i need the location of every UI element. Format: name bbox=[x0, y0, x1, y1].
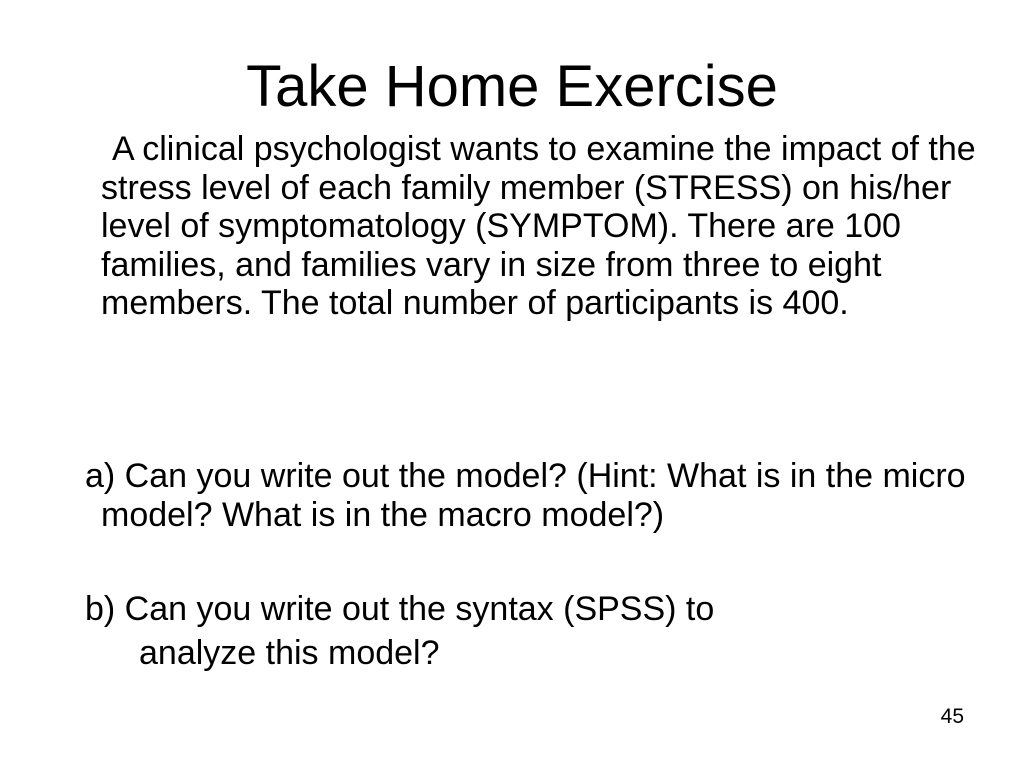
question-b-line-2: analyze this model? bbox=[139, 633, 440, 672]
intro-paragraph: A clinical psychologist wants to examine the impact of the stress level of each family member (STRESS) on his/her level of symptomatology (SYMPTOM). There are 100 families, and families vary in size from three to eight members. The total number of participants is 400. bbox=[101, 130, 976, 322]
question-b bbox=[85, 590, 985, 672]
page-number: 45 bbox=[940, 705, 964, 728]
slide-title: Take Home Exercise bbox=[246, 54, 778, 119]
question-b-line-1: b) Can you write out the syntax (SPSS) to bbox=[85, 590, 715, 628]
question-a: a) Can you write out the model? (Hint: What is in the micro model? What is in the macro model?) bbox=[85, 457, 966, 534]
